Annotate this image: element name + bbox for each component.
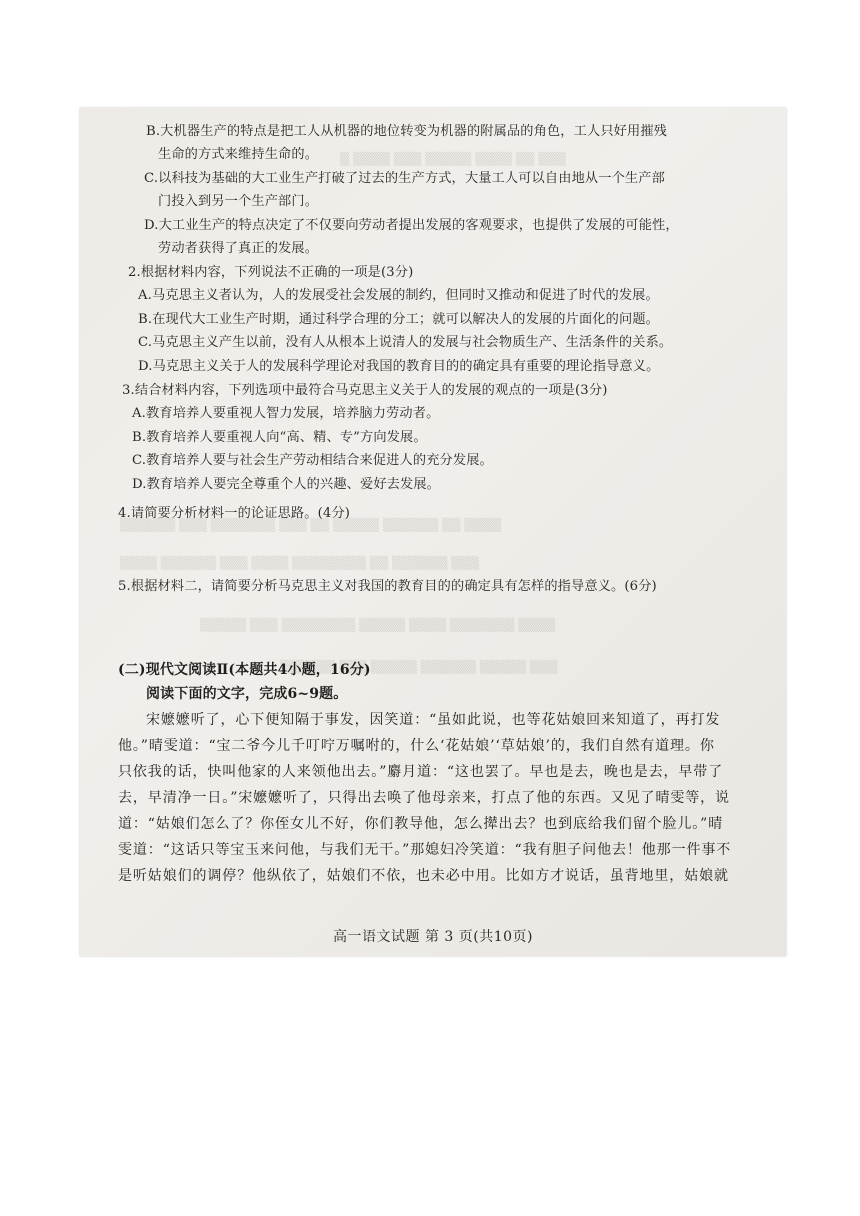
question-2-stem: 2.根据材料内容，下列说法不正确的一项是(3分)	[128, 265, 414, 280]
section-heading: (二)现代文阅读Ⅱ(本题共4小题，16分)	[118, 662, 371, 678]
option-c-line-1: C.以科技为基础的大工业生产打破了过去的生产方式，大量工人可以自由地从一个生产部	[144, 171, 665, 186]
question-2-option-d: D.马克思主义关于人的发展科学理论对我国的教育目的的确定具有重要的理论指导意义。	[138, 359, 660, 374]
page-footer: 高一语文试题 第 3 页(共10页)	[333, 929, 533, 945]
option-c-line-2: 门投入到另一个生产部门。	[158, 194, 319, 209]
question-2-option-b: B.在现代大工业生产时期，通过科学合理的分工；就可以解决人的发展的片面化的问题。	[138, 312, 660, 327]
show-through: ▒▒▒▒▒ ▒▒▒ ▒▒▒▒▒▒▒▒ ▒▒▒▒▒ ▒▒▒▒ ▒▒▒▒▒▒▒ ▒▒▒▒	[200, 618, 556, 632]
option-b-line-2: 生命的方式来维持生命的。	[158, 147, 319, 162]
question-3-option-b: B.教育培养人要重视人向“高、精、专”方向发展。	[132, 430, 427, 445]
question-2-option-c: C.马克思主义产生以前，没有人从根本上说清人的发展与社会物质生产、生活条件的关系。	[138, 335, 673, 350]
question-3-stem: 3.结合材料内容，下列选项中最符合马克思主义关于人的发展的观点的一项是(3分)	[122, 383, 608, 398]
passage-line: 是听姑娘们的调停？他纵依了，姑娘们不依，也未必中用。比如方才说话，虽背地里，姑娘就	[118, 868, 729, 884]
question-4-stem: 4.请简要分析材料一的论证思路。(4分)	[118, 506, 351, 521]
option-d-line-2: 劳动者获得了真正的发展。	[158, 241, 319, 256]
show-through: ▒▒▒▒ ▒▒▒▒▒▒ ▒▒▒ ▒▒▒▒ ▒▒▒▒▒▒▒▒ ▒▒ ▒▒▒▒▒▒ ▒▒▒	[120, 556, 479, 570]
passage-line: 他。”晴雯道：“宝二爷今儿千叮咛万嘱咐的，什么‘花姑娘’‘草姑娘’的，我们自然有道理。你	[118, 738, 715, 754]
question-5-stem: 5.根据材料二，请简要分析马克思主义对我国的教育目的的确定具有怎样的指导意义。(6分)	[118, 579, 657, 594]
question-3-option-a: A.教育培养人要重视人智力发展，培养脑力劳动者。	[132, 406, 440, 421]
option-d-line-1: D.大工业生产的特点决定了不仅要向劳动者提出发展的客观要求，也提供了发展的可能性，	[144, 218, 679, 233]
passage-line: 只依我的话，快叫他家的人来领他出去。”麝月道：“这也罢了。早也是去，晚也是去，早带了	[118, 764, 724, 780]
show-through: ▒ ▒▒▒▒ ▒▒▒ ▒▒▒▒▒ ▒▒▒▒ ▒▒ ▒▒▒	[340, 152, 566, 166]
exam-page	[80, 108, 786, 956]
passage-line: 雯道：“这话只等宝玉来问他，与我们无干。”那媳妇冷笑道：“我有胆子问他去！他那一件事不	[118, 842, 732, 858]
passage-line: 宋嬷嬷听了，心下便知隔于事发，因笑道：“虽如此说，也等花姑娘回来知道了，再打发	[146, 712, 721, 728]
passage-line: 道：“姑娘们怎么了？你侄女儿不好，你们教导他，怎么撵出去？也到底给我们留个脸儿。”晴	[118, 816, 724, 832]
question-3-option-d: D.教育培养人要完全尊重个人的兴趣、爱好去发展。	[132, 477, 441, 492]
show-through: ▒▒▒▒▒▒ ▒▒▒ ▒▒▒▒▒ ▒▒▒▒▒▒ ▒▒▒▒▒ ▒▒▒	[280, 660, 558, 674]
show-through: ▒▒▒▒▒▒ ▒▒▒ ▒▒▒▒▒▒▒ ▒▒▒ ▒▒ ▒▒▒▒▒ ▒▒▒▒▒▒ ▒▒ ▒▒▒▒	[120, 518, 502, 532]
option-b-line-1: B.大机器生产的特点是把工人从机器的地位转变为机器的附属品的角色，工人只好用摧残	[146, 124, 668, 139]
passage-line: 去，早清净一日。”宋嬷嬷听了，只得出去唤了他母亲来，打点了他的东西。又见了晴雯等，说	[118, 790, 730, 806]
section-instruction: 阅读下面的文字，完成6~9题。	[146, 686, 348, 702]
question-2-option-a: A.马克思主义者认为，人的发展受社会发展的制约，但同时又推动和促进了时代的发展。	[138, 288, 659, 303]
question-3-option-c: C.教育培养人要与社会生产劳动相结合来促进人的充分发展。	[132, 453, 493, 468]
